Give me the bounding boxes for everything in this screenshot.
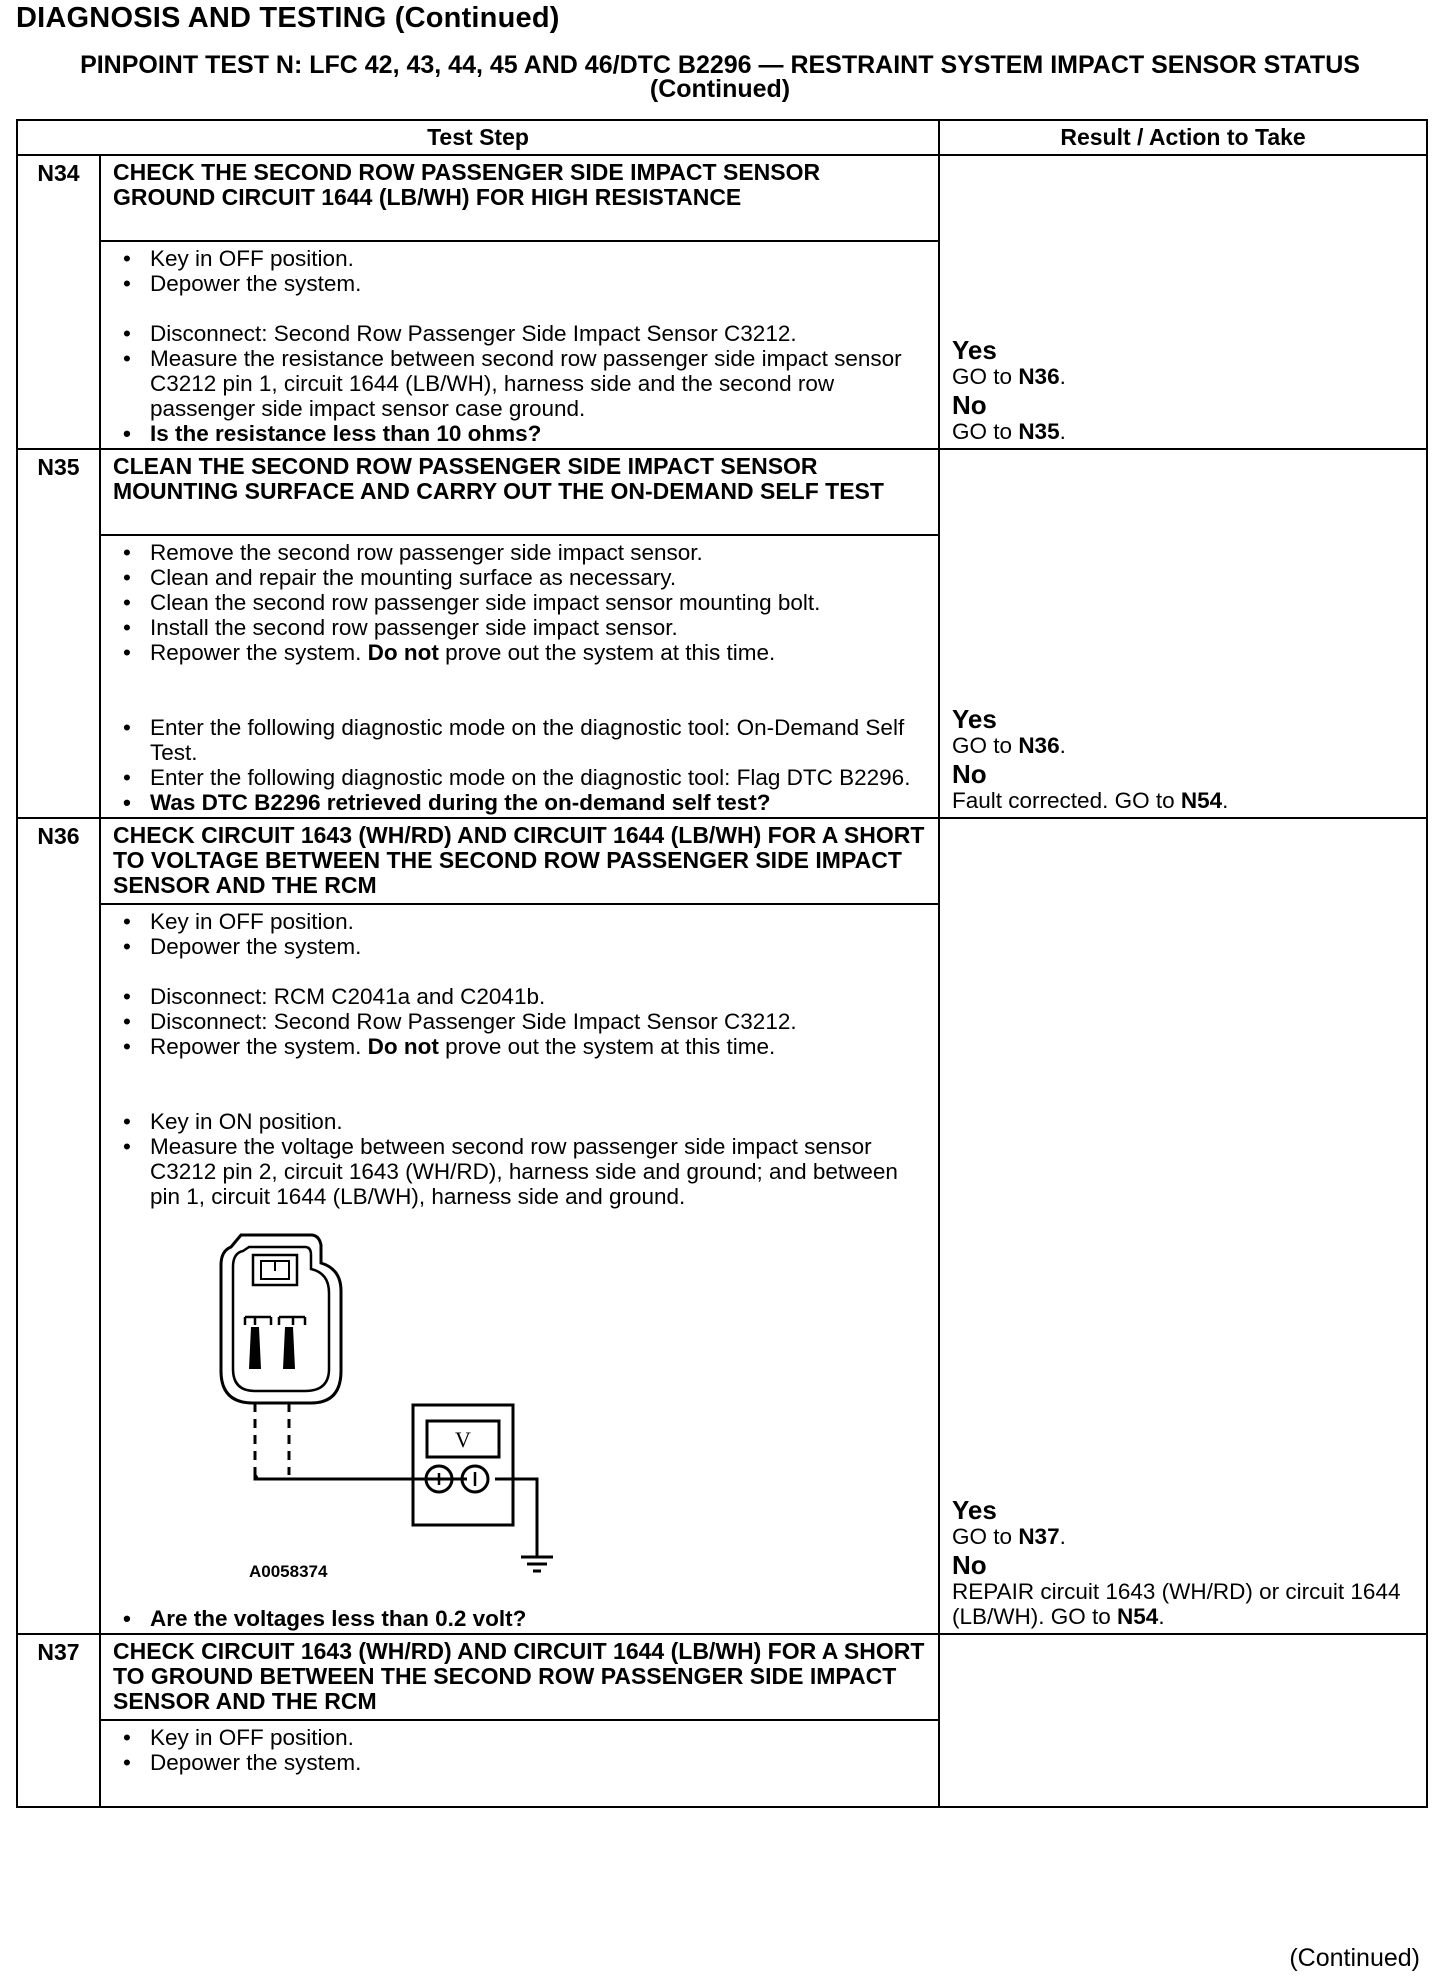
result-no-action: GO to N35. — [952, 419, 1066, 444]
result-yes-action: GO to N36. — [952, 364, 1066, 389]
result-no-label: No — [952, 390, 987, 420]
page-heading: DIAGNOSIS AND TESTING (Continued) — [16, 2, 560, 34]
step-bullet: • Depower the system. — [113, 1750, 928, 1775]
step-bullet: • Disconnect: RCM C2041a and C2041b. — [113, 984, 928, 1009]
step-n36-title-row — [17, 818, 1427, 904]
continued-footer: (Continued) — [1289, 1944, 1420, 1972]
result-n36 — [939, 818, 1427, 1634]
result-n35 — [939, 449, 1427, 818]
step-bullet: • Measure the resistance between second row passenger side impact sensor C3212 pin 1, circuit 1644 (LB/WH), harness side and the second row passenger side impact sensor case ground. — [113, 346, 928, 421]
result-no-label: No — [952, 1550, 987, 1580]
step-n35-title-row — [17, 449, 1427, 535]
step-bullet: • Key in OFF position. — [113, 909, 928, 934]
step-id-n36: N36 — [17, 818, 100, 1634]
step-n37-title-row — [17, 1634, 1427, 1720]
step-n34-title-row — [17, 155, 1427, 241]
result-yes-label: Yes — [952, 1495, 997, 1525]
step-bullet: • Repower the system. Do not prove out the system at this time. — [113, 1034, 928, 1059]
step-bullet: • Key in OFF position. — [113, 1725, 928, 1750]
step-bullet: • Measure the voltage between second row passenger side impact sensor C3212 pin 2, circuit 1643 (WH/RD), harness side and ground; and between pin 1, circuit 1644 (LB/WH), harness side and ground. — [113, 1134, 928, 1209]
step-bullet: • Disconnect: Second Row Passenger Side Impact Sensor C3212. — [113, 321, 928, 346]
step-body-n35 — [100, 535, 939, 818]
pinpoint-test-title: PINPOINT TEST N: LFC 42, 43, 44, 45 AND 46/DTC B2296 — RESTRAINT SYSTEM IMPACT SENSOR STATUS (Continued) — [80, 51, 1360, 103]
step-bullet: • Install the second row passenger side impact sensor. — [113, 615, 928, 640]
header-result-action: Result / Action to Take — [939, 120, 1427, 155]
step-bullet: • Depower the system. — [113, 934, 928, 959]
step-title-n35: CLEAN THE SECOND ROW PASSENGER SIDE IMPACT SENSOR MOUNTING SURFACE AND CARRY OUT THE ON-DEMAND SELF TEST — [100, 449, 939, 535]
step-title-n36: CHECK CIRCUIT 1643 (WH/RD) AND CIRCUIT 1644 (LB/WH) FOR A SHORT TO VOLTAGE BETWEEN THE SECOND ROW PASSENGER SIDE IMPACT SENSOR AND THE RCM — [100, 818, 939, 904]
result-yes-action: GO to N36. — [952, 733, 1066, 758]
step-id-n34: N34 — [17, 155, 100, 449]
step-bullet: • Remove the second row passenger side impact sensor. — [113, 540, 928, 565]
voltmeter-label: V — [455, 1427, 471, 1452]
step-bullet: • Clean and repair the mounting surface as necessary. — [113, 565, 928, 590]
step-bullet: • Repower the system. Do not prove out the system at this time. — [113, 640, 928, 665]
result-no-action: REPAIR circuit 1643 (WH/RD) or circuit 1644 (LB/WH). GO to N54. — [952, 1579, 1401, 1629]
figure-code: A0058374 — [249, 1562, 328, 1581]
connector-voltmeter-illustration — [213, 1221, 733, 1606]
step-bullet: • Enter the following diagnostic mode on the diagnostic tool: On-Demand Self Test. — [113, 715, 928, 765]
step-bullet: • Disconnect: Second Row Passenger Side Impact Sensor C3212. — [113, 1009, 928, 1034]
result-yes-label: Yes — [952, 704, 997, 734]
step-title-n34: CHECK THE SECOND ROW PASSENGER SIDE IMPACT SENSOR GROUND CIRCUIT 1644 (LB/WH) FOR HIGH RESISTANCE — [100, 155, 939, 241]
step-id-n35: N35 — [17, 449, 100, 818]
result-yes-action: GO to N37. — [952, 1524, 1066, 1549]
result-no-label: No — [952, 759, 987, 789]
result-no-action: Fault corrected. GO to N54. — [952, 788, 1229, 813]
step-bullet: • Depower the system. — [113, 271, 928, 296]
step-question: • Was DTC B2296 retrieved during the on-demand self test? — [113, 790, 928, 815]
test-table — [16, 119, 1428, 1808]
step-body-n36 — [100, 904, 939, 1634]
step-id-n37: N37 — [17, 1634, 100, 1807]
step-bullet: • Key in OFF position. — [113, 246, 928, 271]
step-bullet: • Key in ON position. — [113, 1109, 928, 1134]
header-test-step: Test Step — [17, 120, 939, 155]
step-bullet: • Enter the following diagnostic mode on the diagnostic tool: Flag DTC B2296. — [113, 765, 928, 790]
result-n34 — [939, 155, 1427, 449]
step-title-n37: CHECK CIRCUIT 1643 (WH/RD) AND CIRCUIT 1644 (LB/WH) FOR A SHORT TO GROUND BETWEEN THE SECOND ROW PASSENGER SIDE IMPACT SENSOR AND THE RCM — [100, 1634, 939, 1720]
step-body-n37 — [100, 1720, 939, 1807]
step-body-n34 — [100, 241, 939, 449]
result-n37 — [939, 1634, 1427, 1807]
step-bullet: • Clean the second row passenger side impact sensor mounting bolt. — [113, 590, 928, 615]
table-header-row — [17, 120, 1427, 155]
step-question: • Is the resistance less than 10 ohms? — [113, 421, 928, 446]
voltmeter-diagram — [213, 1221, 733, 1606]
step-question: • Are the voltages less than 0.2 volt? — [113, 1606, 928, 1631]
result-yes-label: Yes — [952, 335, 997, 365]
